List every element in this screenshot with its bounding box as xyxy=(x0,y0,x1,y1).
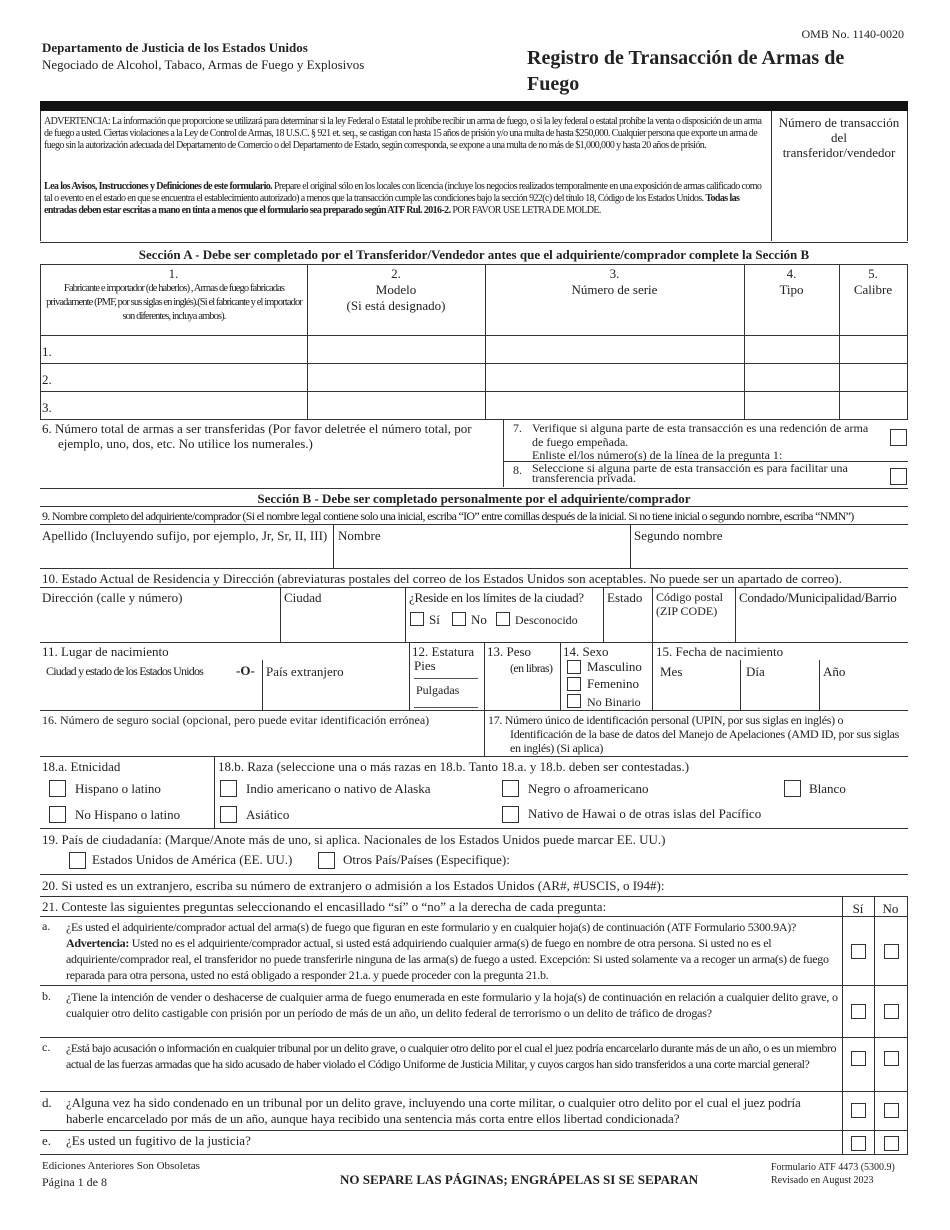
q21d-no-checkbox[interactable] xyxy=(884,1103,899,1118)
department-name: Departamento de Justicia de los Estados Unidos xyxy=(42,40,308,55)
q21c-text: ¿Está bajo acusación o información en cualquier tribunal por un delito grave, o cualquier otro delito por el cual el juez podría encarcelarlo durante más de un año, o es un miembro actual de las fuerzas armadas que ha sido acusado de haber violado el Código Uniforme de Justicia Militar, y cuyos cargos han sido transferidos a una corte marcial general? xyxy=(66,1041,837,1071)
hispanic-checkbox[interactable] xyxy=(49,780,66,797)
county-field[interactable]: Condado/Municipalidad/Barrio xyxy=(739,590,897,605)
instructions-body: Prepare el original sólo en los locales con licencia (incluye los negocios realizados temporalmente en una exposición de armas calificado como tal o evento en el estado en que se encuentra el establecimiento autorizado) a menos que la transacción cumple las condiciones bajo la sección 922(c) del título 18, Código de los Estados Unidos. xyxy=(44,181,762,204)
col4-number: 4. xyxy=(786,266,797,281)
staple-notice: NO SEPARE LAS PÁGINAS; ENGRÁPELAS SI SE SEPARAN xyxy=(340,1172,699,1187)
q21e-yes-checkbox[interactable] xyxy=(851,1136,866,1151)
not-hispanic-label: No Hispano o latino xyxy=(75,807,181,822)
sex-male-checkbox[interactable] xyxy=(567,660,581,674)
q10-label: 10. Estado Actual de Residencia y Dirección (abreviaturas postales del correo de los Estados Unidos son aceptables. No puede ser un apartado de correo). xyxy=(42,571,842,586)
race-asian-label: Asiático xyxy=(246,807,290,822)
q19-label: 19. País de ciudadanía: (Marque/Anote más de uno, si aplica. Nacionales de los Estados Unidos puede marcar EE. UU.) xyxy=(42,832,666,847)
height-feet-field[interactable]: Pies xyxy=(414,658,436,673)
race-asian-checkbox[interactable] xyxy=(220,806,237,823)
q20-alien-number-field[interactable]: 20. Si usted es un extranjero, escriba su número de extranjero o admisión a los Estados Unidos (AR#, #USCIS, o I94#): xyxy=(42,878,665,893)
section-b-title: Sección B - Debe ser completado personalmente por el adquiriente/comprador xyxy=(257,491,691,506)
firearm-row-3[interactable]: 3. xyxy=(42,400,52,415)
middle-name-field[interactable]: Segundo nombre xyxy=(634,528,723,543)
col5-label: Calibre xyxy=(853,282,893,297)
q21a-yes-checkbox[interactable] xyxy=(851,944,866,959)
q21-label: 21. Conteste las siguientes preguntas seleccionando el encasillado “sí” o “no” a la derecha de cada pregunta: xyxy=(42,899,607,914)
zip-field[interactable]: Código postal (ZIP CODE) xyxy=(656,590,724,618)
col1-label: Fabricante e importador (de haberlos) , Armas de fuego fabricadas privadamente (PMF, por sus siglas en inglés).(Si el fabricante y el importador son diferentes, incluya ambos). xyxy=(46,283,302,322)
state-field[interactable]: Estado xyxy=(607,590,643,605)
race-white-label: Blanco xyxy=(809,781,846,796)
no-column-header: No xyxy=(882,901,899,916)
col3-label: Número de serie xyxy=(571,282,658,297)
q21a-no-checkbox[interactable] xyxy=(884,944,899,959)
instructions-bold: Lea los Avisos, Instrucciones y Definiciones de este formulario. xyxy=(44,181,273,192)
q14-label: 14. Sexo xyxy=(563,644,609,659)
revision-date: Revisado en August 2023 xyxy=(771,1175,874,1186)
q17-upin-field[interactable]: 17. Número único de identificación personal (UPIN, por sus siglas en inglés) o Identificación de la base de datos del Manejo de Apelaciones (AMD ID, por sus siglas en inglés) (Si aplica) xyxy=(488,713,900,755)
birthplace-us-field[interactable]: Ciudad y estado de los Estados Unidos xyxy=(46,664,204,678)
instructions-tail: POR FAVOR USE LETRA DE MOLDE. xyxy=(450,205,601,216)
birthplace-foreign-field[interactable]: País extranjero xyxy=(266,664,344,679)
col4-label: Tipo xyxy=(779,282,804,297)
q18a-label: 18.a. Etnicidad xyxy=(42,759,121,774)
obsolete-notice: Ediciones Anteriores Son Obsoletas xyxy=(42,1160,200,1172)
city-field[interactable]: Ciudad xyxy=(284,590,322,605)
q21b-text: ¿Tiene la intención de vender o deshacerse de cualquier arma de fuego enumerada en este formulario y la hoja(s) de continuación en relación a cualquier delito grave, o cualquier otro delito castigable con prisión por un período de más de un año, un delito federal de terrorismo o un delito de tráfico de drogas? xyxy=(66,990,838,1020)
q21b-letter: b. xyxy=(42,989,51,1003)
q7-number: 7. xyxy=(513,421,522,435)
q15-label: 15. Fecha de nacimiento xyxy=(656,644,784,659)
instructions-bold-2: Todas las entradas deben estar escritas a mano en tinta a menos que el formulario sea preparado según ATF Rul. 2016-2. xyxy=(44,193,740,216)
instructions-text xyxy=(44,181,768,217)
q21d-yes-checkbox[interactable] xyxy=(851,1103,866,1118)
citizenship-usa-label: Estados Unidos de América (EE. UU.) xyxy=(92,852,293,867)
race-white-checkbox[interactable] xyxy=(784,780,801,797)
q21c-letter: c. xyxy=(42,1040,51,1054)
q7-text: Verifique si alguna parte de esta transacción es una redención de arma de fuego empeñada. xyxy=(532,421,869,449)
q21a-letter: a. xyxy=(42,919,51,933)
city-limits-unknown-checkbox[interactable] xyxy=(496,612,510,626)
q7-subtext: Enliste el/los número(s) de la línea de la pregunta 1: xyxy=(532,448,783,462)
q21e-letter: e. xyxy=(42,1133,52,1148)
city-limits-yes-checkbox[interactable] xyxy=(410,612,424,626)
q7-checkbox[interactable] xyxy=(890,429,907,446)
citizenship-other-label: Otros País/Países (Especifique): xyxy=(343,852,510,867)
sex-male-label: Masculino xyxy=(587,659,642,674)
city-limits-no-label: No xyxy=(471,612,487,627)
race-pacific-islander-label: Nativo de Hawai o de otras islas del Pacífico xyxy=(528,806,762,821)
q8-number: 8. xyxy=(513,463,522,477)
q18b-label: 18.b. Raza (seleccione una o más razas en 18.b. Tanto 18.a. y 18.b. deben ser contestadas.) xyxy=(218,759,690,774)
page-number: Página 1 de 8 xyxy=(42,1175,107,1189)
q8-checkbox[interactable] xyxy=(890,468,907,485)
sex-nonbinary-checkbox[interactable] xyxy=(567,694,581,708)
title-bar xyxy=(40,101,908,111)
q21e-text: ¿Es usted un fugitivo de la justicia? xyxy=(66,1133,251,1148)
or-separator: -O- xyxy=(236,663,255,678)
col3-number: 3. xyxy=(609,266,620,281)
city-limits-yes-label: Sí xyxy=(429,612,440,627)
birth-day-field[interactable]: Día xyxy=(746,664,765,679)
bureau-name: Negociado de Alcohol, Tabaco, Armas de Fuego y Explosivos xyxy=(42,57,365,72)
race-pacific-islander-checkbox[interactable] xyxy=(502,806,519,823)
q11-label: 11. Lugar de nacimiento xyxy=(42,644,169,659)
col2-number: 2. xyxy=(391,266,401,281)
height-inches-field[interactable]: Pulgadas xyxy=(416,683,460,697)
transaction-number-field[interactable] xyxy=(775,168,903,238)
q21d-text: ¿Alguna vez ha sido condenado en un tribunal por un delito grave, incluyendo una corte militar, o cualquier otro delito por el cual el juez podría haberle encarcelado por más de un año, aunque haya recibido una sentencia más corta entre ellos libertad condicionada? xyxy=(66,1095,801,1126)
city-limits-no-checkbox[interactable] xyxy=(452,612,466,626)
q12-label: 12. Estatura xyxy=(412,644,475,659)
city-limits-unknown-label: Desconocido xyxy=(515,613,578,627)
q21c-no-checkbox[interactable] xyxy=(884,1051,899,1066)
race-black-checkbox[interactable] xyxy=(502,780,519,797)
form-number: Formulario ATF 4473 (5300.9) xyxy=(771,1162,895,1173)
q21d-letter: d. xyxy=(42,1095,52,1110)
sex-female-label: Femenino xyxy=(587,676,639,691)
q13-label: 13. Peso xyxy=(487,644,532,659)
weight-field[interactable]: (en libras) xyxy=(510,661,553,675)
col2-label: Modelo xyxy=(375,282,417,297)
not-hispanic-checkbox[interactable] xyxy=(49,806,66,823)
firearm-row-1[interactable]: 1. xyxy=(42,344,52,359)
transaction-number-label: Número de transacción del transferidor/vendedor xyxy=(778,115,900,160)
q21a-text: ¿Es usted el adquiriente/comprador actual del arma(s) de fuego que figuran en este formulario y en cualquier hoja(s) de continuación (ATF Formulario 5300.9A)? xyxy=(66,920,797,934)
birth-year-field[interactable]: Año xyxy=(823,664,846,679)
sex-female-checkbox[interactable] xyxy=(567,677,581,691)
race-native-american-checkbox[interactable] xyxy=(220,780,237,797)
section-a-title: Sección A - Debe ser completado por el Transferidor/Vendedor antes que el adquiriente/comprador complete la Sección B xyxy=(138,247,810,262)
col2-sublabel: (Si está designado) xyxy=(346,298,446,313)
q21a-question xyxy=(66,919,838,983)
q21b-no-checkbox[interactable] xyxy=(884,1004,899,1019)
q8-text: Seleccione si alguna parte de esta transacción es para facilitar una transferencia privada. xyxy=(532,461,848,485)
sex-nonbinary-label: No Binario xyxy=(587,695,641,709)
race-black-label: Negro o afroamericano xyxy=(528,781,649,796)
col1-number: 1. xyxy=(168,266,179,281)
citizenship-other-checkbox[interactable] xyxy=(318,852,335,869)
q6-total-firearms[interactable]: 6. Número total de armas a ser transferidas (Por favor deletrée el número total, por ejemplo, uno, dos, etc. No utilice los numerales.) xyxy=(42,421,472,451)
q21e-no-checkbox[interactable] xyxy=(884,1136,899,1151)
yes-column-header: Sí xyxy=(852,901,864,916)
form-title: Registro de Transacción de Armas de Fuego xyxy=(527,47,845,95)
warning-text: ADVERTENCIA: La información que proporcione se utilizará para determinar si la ley Federal o Estatal le prohíbe recibir un arma de fuego, o si la ley federal o estatal prohíbe la venta o disposición de un arma de fuego a usted. Ciertas violaciones a la Ley de Control de Armas, 18 U.S.C. § 921 et. seq., se castigan con hasta 15 años de prisión y/o una multa de hasta $250,000. Cualquier persona que exporte un arma de fuego sin la autorización adecuada del Departamento de Comercio o del Departamento de Estado, según corresponda, se expone a una multa de no más de $1,000,000 y hasta 20 años de prisión. xyxy=(44,116,762,151)
q21b-yes-checkbox[interactable] xyxy=(851,1004,866,1019)
race-native-american-label: Indio americano o nativo de Alaska xyxy=(246,781,431,796)
q21a-text-2: Usted no es el adquiriente/comprador actual, si usted está adquiriendo cualquier arma(s) de fuego en nombre de otra persona. Si usted no es el adquiriente/comprador real, el transferidor no puede transferirle ninguna de las arma(s) de fuego a usted. Excepción: Si usted solamente va a recoger un arma(s) de fuego reparada para otra persona, usted no está obligado a responder 21.a. y puede proceder con la pregunta 21.b. xyxy=(66,936,829,982)
firearm-row-2[interactable]: 2. xyxy=(42,372,52,387)
surname-field[interactable]: Apellido (Incluyendo sufijo, por ejemplo, Jr, Sr, II, III) xyxy=(42,528,328,543)
birth-month-field[interactable]: Mes xyxy=(660,664,683,679)
city-limits-label: ¿Reside en los límites de la ciudad? xyxy=(409,590,584,605)
q16-ssn-field[interactable]: 16. Número de seguro social (opcional, pero puede evitar identificación errónea) xyxy=(42,713,430,727)
q21c-yes-checkbox[interactable] xyxy=(851,1051,866,1066)
first-name-field[interactable]: Nombre xyxy=(338,528,381,543)
hispanic-label: Hispano o latino xyxy=(75,781,161,796)
address-field[interactable]: Dirección (calle y número) xyxy=(42,590,183,605)
omb-number: OMB No. 1140-0020 xyxy=(801,27,904,41)
col5-number: 5. xyxy=(868,266,878,281)
q9-label: 9. Nombre completo del adquiriente/comprador (Si el nombre legal contiene solo una inicial, escriba “IO” entre comillas después de la inicial. Si no tiene inicial o segundo nombre, escriba “NMN”) xyxy=(42,509,854,523)
citizenship-usa-checkbox[interactable] xyxy=(69,852,86,869)
q21a-warning-label: Advertencia: xyxy=(66,936,130,950)
